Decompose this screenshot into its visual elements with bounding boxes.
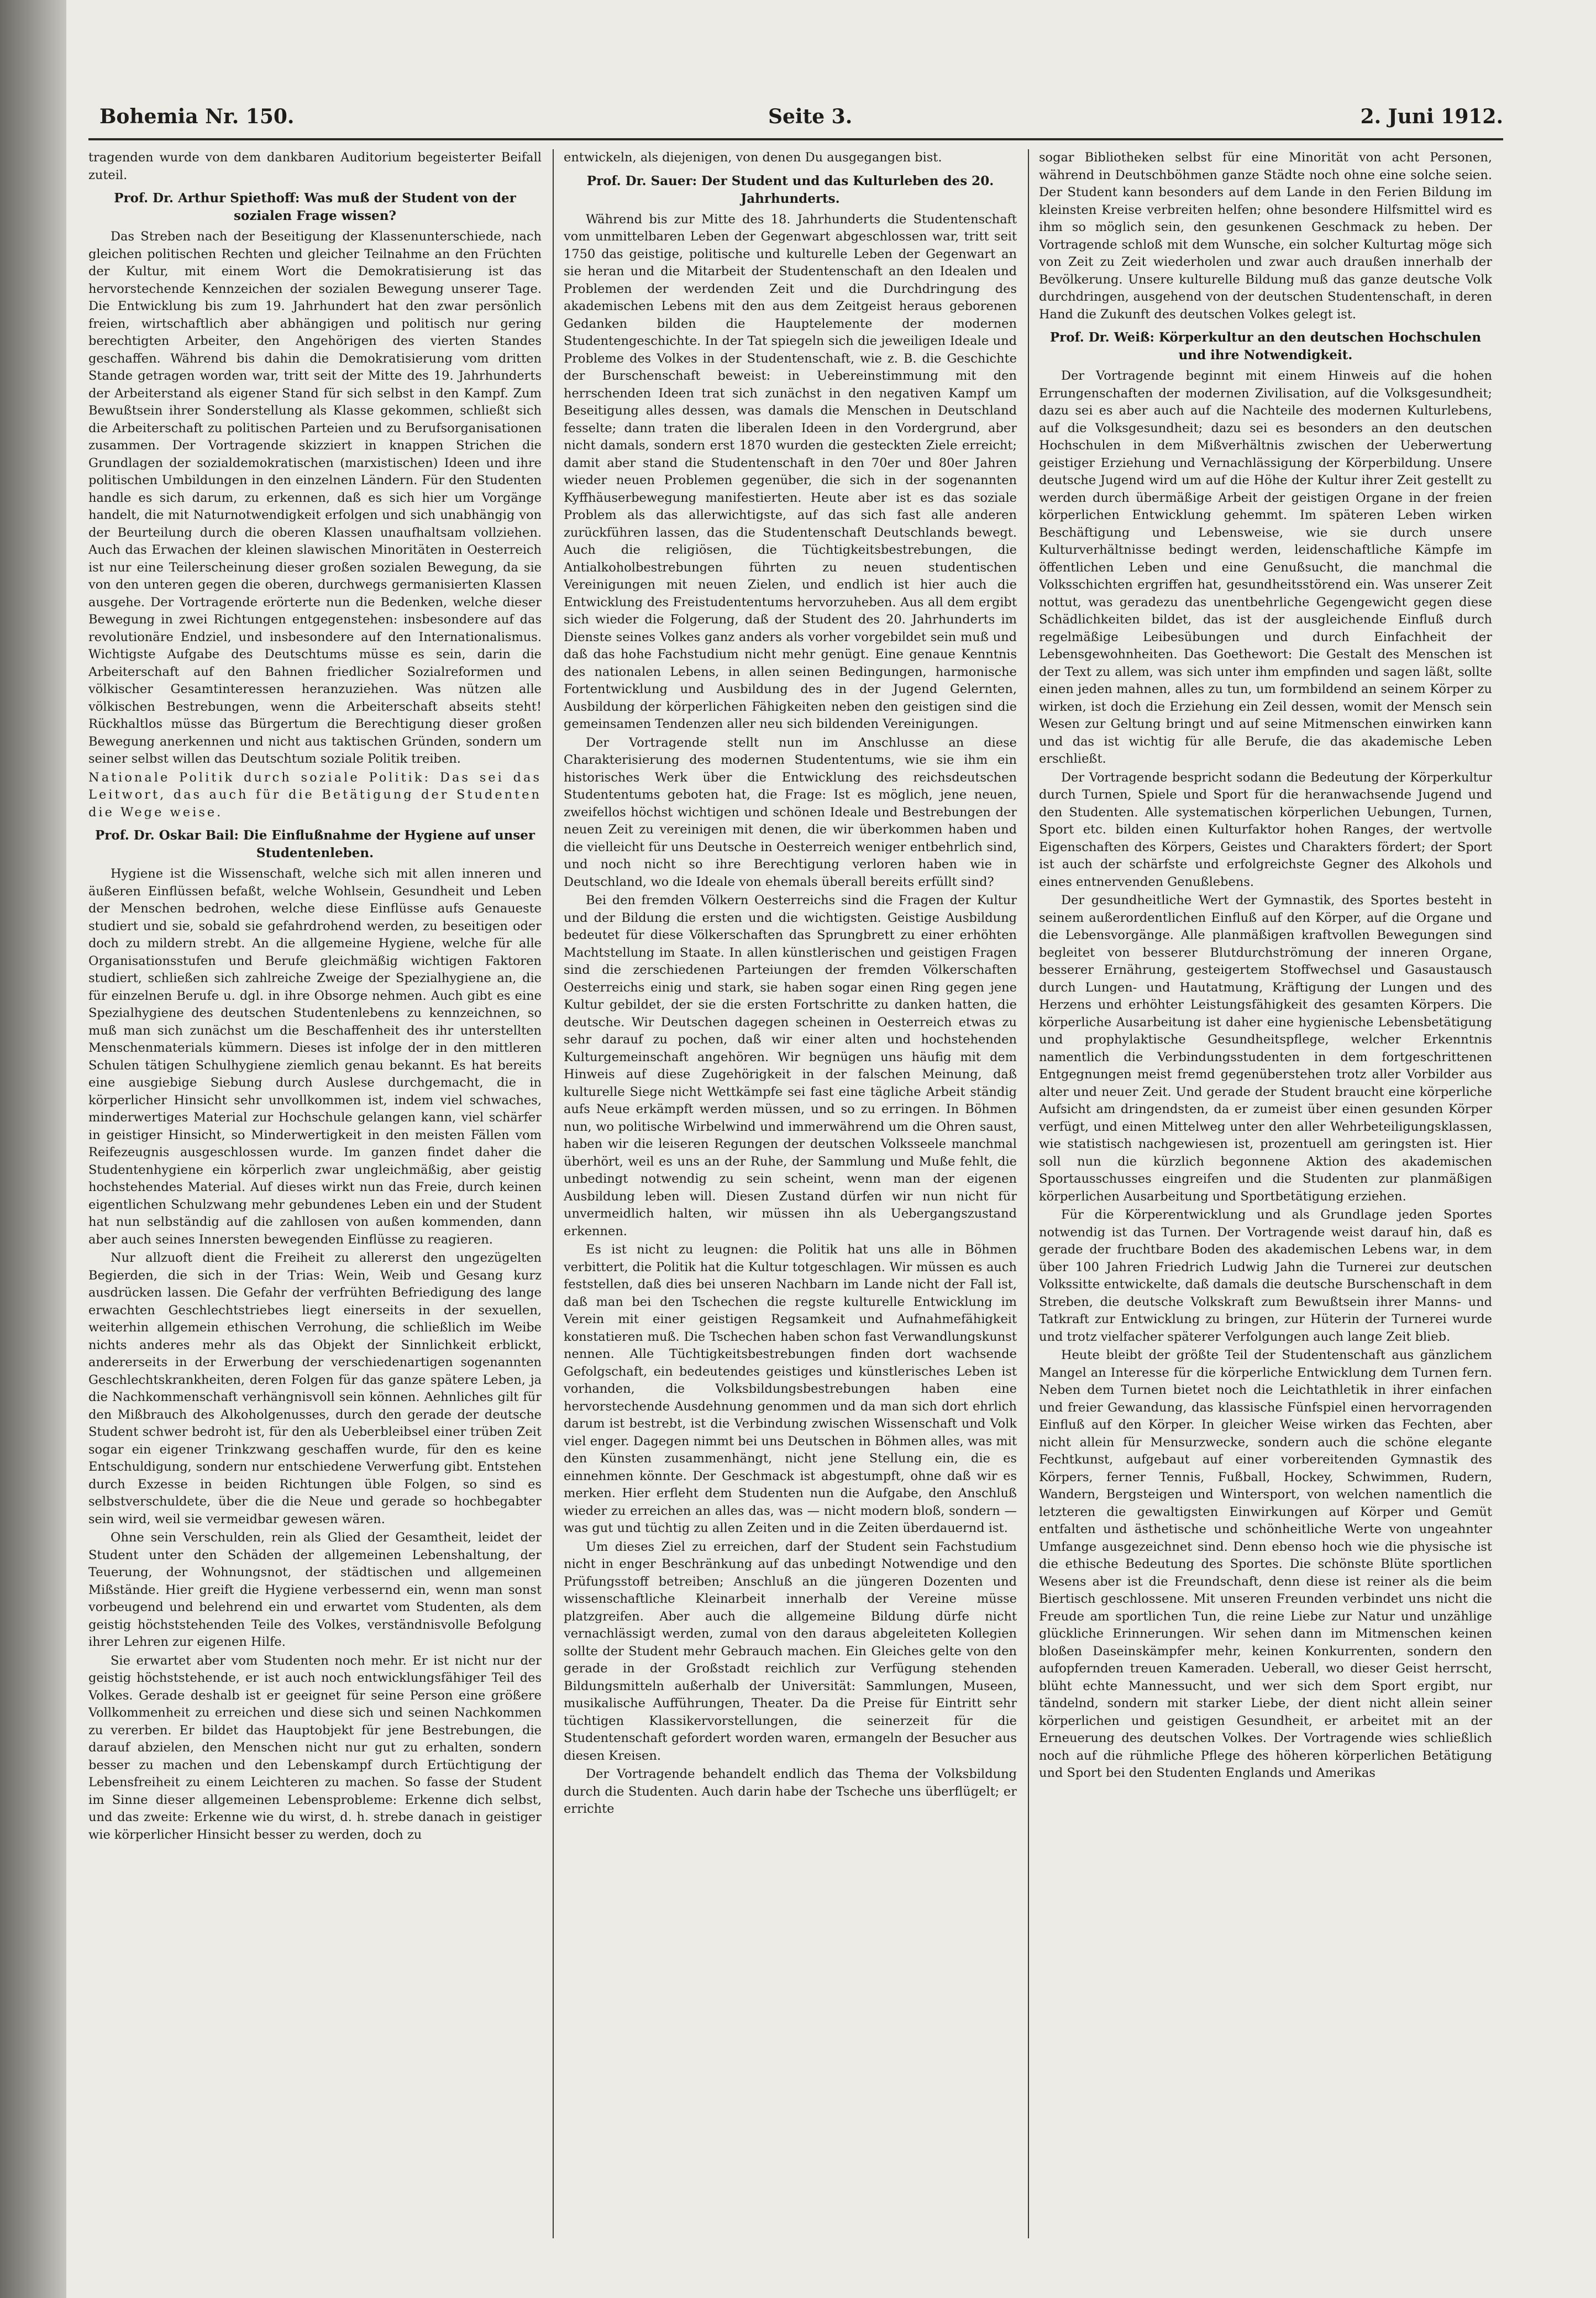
column-divider	[553, 149, 554, 2238]
paragraph: Bei den fremden Völkern Oesterreichs sind die Fragen der Kultur und der Bildung die ersten und die wichtigsten. Geistige Ausbildung bedeutet für diese Völkerschaften das Sprungbrett zu einer erhöhten Machtstellung im Staate. In allen künstlerischen und geistigen Fragen sind die zerschiedenen Parteiungen der fremden Völkerschaften Oesterreichs einig und stark, sie haben sogar einen Ring gegen jene Kultur gebildet, der sie die ersten Fortschritte zu danken hatten, die deutsche. Wir Deutschen dagegen scheinen in Oesterreich etwas zu sehr darauf zu pochen, daß wir einer alten und hochstehenden Kulturgemeinschaft angehören. Wir begnügen uns häufig mit dem Hinweis auf diese Zugehörigkeit in der falschen Meinung, daß kulturelle Siege nicht Wettkämpfe sei fast eine tägliche Arbeit ständig aufs Neue erkämpft werden müssen, und so zu erringen. In Böhmen nun, wo politische Wirbelwind und immerwährend um die Ohren saust, haben wir die leiseren Regungen der deutschen Volksseele manchmal überhört, weil es uns an der Ruhe, der Sammlung und Muße fehlt, die unbedingt notwendig zu sein scheint, wenn man der eigenen Ausbildung leben will. Diesen Zustand dürfen wir nun nicht für unvermeidlich halten, wir müssen ihn als Uebergangszustand erkennen.	[564, 893, 1017, 1239]
paragraph: Das Streben nach der Beseitigung der Klassenunterschiede, nach gleichen politischen Rechten und gleicher Teilnahme an den Früchten der Kultur, mit einem Wort die Demokratisierung ist das hervorstechende Kennzeichen der sozialen Bewegung unserer Tage. Die Entwicklung bis zum 19. Jahrhundert hat den zwar persönlich freien, wirtschaftlich aber abhängigen und politisch nur gering berechtigten Arbeiter, den Angehörigen des vierten Standes geschaffen. Während bis dahin die Demokratisierung vom dritten Stande getragen worden war, tritt seit der Mitte des 19. Jahrhunderts der Arbeiterstand als eigener Stand für sich selbst in den Kampf. Zum Bewußtsein ihrer Sonderstellung als Klasse gekommen, schließt sich die Arbeiterschaft zu politischen Parteien und zu Berufsorganisationen zusammen. Der Vortragende skizziert in knappen Strichen die Grundlagen der sozialdemokratischen (marxistischen) Ideen und ihre politischen Umbildungen in den einzelnen Ländern. Für den Studenten handle es sich darum, zu erkennen, daß es sich hier um Vorgänge handelt, die mit Naturnotwendigkeit erfolgen und sich unabhängig von der Beurteilung durch die oberen Klassen unaufhaltsam vollziehen. Auch das Erwachen der kleinen slawischen Minoritäten in Oesterreich ist nur eine Teilerscheinung dieser großen sozialen Bewegung, da sie von den unteren gegen die oberen, durchwegs germanisierten Klassen ausgehe. Der Vortragende erörterte nun die Bedenken, welche dieser Bewegung in zwei Richtungen entgegenstehen: insbesondere auf das revolutionäre Endziel, und insbesondere auf den Internationalismus. Wichtigste Aufgabe des Deutschtums müsse es sein, darin die Arbeiterschaft auf den Bahnen friedlicher Sozialreformen und völkischer Gesamtinteressen heranzuziehen. Was nützen alle völkischen Bestrebungen, wenn die Arbeiterschaft abseits steht! Rückhaltlos müsse das Bürgertum die Berechtigung dieser großen Bewegung anerkennen und nicht aus taktischen Gründen, sondern um seiner selbst willen das Deutschtum soziale Politik treiben.	[88, 229, 542, 766]
paragraph: Heute bleibt der größte Teil der Studentenschaft aus gänzlichem Mangel an Interesse für die körperliche Entwicklung dem Turnen fern. Neben dem Turnen bietet noch die Leichtathletik in ihrer einfachen und freier Gewandung, das klassische Fünfspiel einen hervorragenden Einfluß auf den Körper. In gleicher Weise wirken das Fechten, aber nicht allein für Mensurzwecke, sondern auch die schöne elegante Fechtkunst, aufgebaut auf einer vorbereitenden Gymnastik des Körpers, ferner Tennis, Fußball, Hockey, Schwimmen, Rudern, Wandern, Bergsteigen und Wintersport, von welchen namentlich die letzteren die gewaltigsten Einwirkungen auf Körper und Gemüt entfalten und ästhetische und schönheitliche Werte von ungeahnter Umfange ausgezeichnet sind. Denn ebenso hoch wie die physische ist die ethische Bedeutung des Sportes. Die schönste Blüte sportlichen Wesens aber ist die Freundschaft, denn diese ist reiner als die beim Biertisch geschlossene. Mit unseren Freunden verbindet uns nicht die Freude am sportlichen Tun, die reine Liebe zur Natur und unzählige glückliche Erinnerungen. Wir sehen dann im Mitmenschen keinen bloßen Daseinskämpfer mehr, keinen Konkurrenten, sondern den aufopfernden treuen Kameraden. Ueberall, wo dieser Geist herrscht, blüht echte Mannessucht, und wer sich dem Sport ergibt, nur tändelnd, sondern mit starker Liebe, der dient nicht allein seiner körperlichen und geistigen Gesundheit, er arbeitet mit an der Erneuerung des deutschen Volkes. Der Vortragende wies schließlich noch auf die rühmliche Pflege des höheren körperlichen Betätigung und Sport bei den Studenten Englands und Amerikas	[1039, 1348, 1492, 1780]
paragraph: Der Vortragende stellt nun im Anschlusse an diese Charakterisierung des modernen Studententums, wie sie ihm ein historisches Werk über die Entwicklung des reichsdeutschen Studententums geboten hat, die Frage: Ist es möglich, jene neuen, zweifellos höchst wichtigen und schönen Ideale und Bestrebungen der neuen Zeit zu vereinigen mit denen, die wir überkommen haben und die vielleicht für uns Deutsche in Oesterreich weniger entbehrlich sind, und noch nicht so ihre Berechtigung verloren haben wie in Deutschland, wo die Ideale von ehemals überall bereits erfüllt sind?	[564, 735, 1017, 889]
paragraph: Der Vortragende behandelt endlich das Thema der Volksbildung durch die Studenten. Auch darin habe der Tscheche uns überflügelt; er errichte	[564, 1767, 1017, 1816]
column-2	[564, 149, 1017, 2238]
paragraph: Der Vortragende beginnt mit einem Hinweis auf die hohen Errungenschaften der modernen Zivilisation, auf die Volksgesundheit; dazu sei es aber auch auf die Nachteile des modernen Kulturlebens, auf die Volksgesundheit; dazu sei es besonders an den deutschen Hochschulen in dem Mißverhältnis zwischen der Ueberwertung geistiger Erziehung und Vernachlässigung der Körperbildung. Unsere deutsche Jugend wird um auf die Höhe der Kultur ihrer Zeit gestellt zu werden durch übermäßige Arbeit der geistigen Organe in der freien körperlichen Entwicklung gehemmt. Im späteren Leben wirken Beschäftigung und Lebensweise, wie sie durch unsere Kulturverhältnisse bedingt werden, leidenschaftliche Kämpfe im öffentlichen Leben und eine Genußsucht, die manchmal die Volksschichten ergriffen hat, gesundheitsstörend ein. Was unserer Zeit nottut, was geradezu das unentbehrliche Gegengewicht gegen diese Schädlichkeiten bildet, das ist der ausgleichende Einfluß durch regelmäßige Leibesübungen und durch Einfachheit der Lebensgewohnheiten. Das Goethewort: Die Gestalt des Menschen ist der Text zu allem, was sich unter ihm empfinden und sagen läßt, sollte einen jeden mahnen, alles zu tun, um formbildend an seinem Körper zu wirken, ist doch die Erziehung ein Zeil dessen, womit der Mensch sein Wesen zur Geltung bringt und auf seine Mitmenschen einwirken kann und das ist wichtig für alle Berufe, die das akademische Leben erschließt.	[1039, 369, 1492, 766]
article-heading: Prof. Dr. Weiß: Körperkultur an den deutschen Hochschulen und ihre Notwendigkeit.	[1049, 330, 1482, 363]
column-divider	[1028, 149, 1029, 2238]
column-3	[1039, 149, 1492, 2238]
paragraph: Für die Körperentwicklung und als Grundlage jeden Sportes notwendig ist das Turnen. Der Vortragende weist darauf hin, daß es gerade der fruchtbare Boden des akademischen Lebens war, in dem über 100 Jahren Friedrich Ludwig Jahn die Turnerei zur deutschen Volkssitte entwickelte, daß damals die deutsche Burschenschaft in dem Streben, die deutsche Volkskraft zum Bewußtsein ihrer Manns- und Tatkraft zur Entwicklung zu bringen, zur Hüterin der Turnerei wurde und trotz vielfacher späterer Verfolgungen auch lange Zeit blieb.	[1039, 1208, 1492, 1344]
paragraph: Nationale Politik durch soziale Politik: Das sei das Leitwort, das auch für die Betätigung der Studenten die Wege weise.	[88, 770, 542, 820]
article-heading: Prof. Dr. Oskar Bail: Die Einflußnahme der Hygiene auf unser Studentenleben.	[95, 828, 536, 861]
paragraph: Während bis zur Mitte des 18. Jahrhunderts die Studentenschaft vom unmittelbaren Leben der Gegenwart abgeschlossen war, tritt seit 1750 das geistige, politische und kulturelle Leben der Gegenwart an sie heran und die Mitarbeit der Studentenschaft an den Idealen und Problemen der werdenden Zeit und die Durchdringung des akademischen Lebens mit den aus dem Zeitgeist heraus geborenen Gedanken bilden die Hauptelemente der modernen Studentengeschichte. In der Tat spiegeln sich die jeweiligen Ideale und Probleme des Volkes in der Studentenschaft, wie z. B. die Geschichte der Burschenschaft beweist: in Uebereinstimmung mit den herrschenden Ideen trat sich zunächst in den negativen Kampf um Beseitigung alles dessen, was damals die Menschen in Deutschland fesselte; dann traten die liberalen Ideen in den Vordergrund, aber nicht damals, sondern erst 1870 wurden die gesteckten Ziele erreicht; damit aber stand die Studentenschaft in den 70er und 80er Jahren wieder neuen Problemen gegenüber, die sich in der sogenannten Kyffhäuserbewegung manifestierten. Heute aber ist es das soziale Problem als das allerwichtigste, auf das sich fast alle anderen zurückführen lassen, das die Studentenschaft Deutschlands bewegt. Auch die religiösen, die Tüchtigkeitsbestrebungen, die Antialkoholbestrebungen führten zu neuen studentischen Vereinigungen mit neuen Zielen, und endlich ist hier auch die Entwicklung des Freistudententums hervorzuheben. Aus all dem ergibt sich wieder die Folgerung, daß der Student des 20. Jahrhunderts im Dienste seines Volkes ganz anders als vorher vorgebildet sein muß und daß das hohe Fachstudium nicht mehr genügt. Eine genaue Kenntnis des nationalen Lebens, in allen seinen Bedingungen, harmonische Fortentwicklung und Ausbildung des in der Jugend Gelernten, Ausbildung der körperlichen Fähigkeiten neben den geistigen sind die gemeinsamen Tendenzen aller neu sich bildenden Vereinigungen.	[564, 212, 1017, 731]
paragraph: Nur allzuoft dient die Freiheit zu allererst den ungezügelten Begierden, die sich in der Trias: Wein, Weib und Gesang kurz ausdrücken lassen. Die Gefahr der verfrühten Befriedigung des lange erwachten Geschlechtstriebes liegt einerseits in der sexuellen, weiterhin allgemein ethischen Verrohung, die schließlich im Weibe nichts anderes mehr als das Objekt der Sinnlichkeit erblickt, andererseits in der Erwerbung der verschiedenartigen sogenannten Geschlechtskrankheiten, deren Folgen für das ganze spätere Leben, ja die Nachkommenschaft verhängnisvoll sein können. Aehnliches gilt für den Mißbrauch des Alkoholgenusses, durch den gerade der deutsche Student schwer bedroht ist, für den als Ueberbleibsel einer trüben Zeit sogar ein eigener Trinkzwang geschaffen wurde, für den es keine Entschuldigung, sondern nur entschiedene Verwerfung gibt. Entstehen durch Exzesse in beiden Richtungen üble Folgen, so sind es selbstverschuldete, über die die Neue und gerade so hochbegabter sein wird, weil sie vermeidbar gewesen wären.	[88, 1251, 542, 1526]
paragraph: Um dieses Ziel zu erreichen, darf der Student sein Fachstudium nicht in enger Beschränkung auf das unbedingt Notwendige und den Prüfungsstoff betreiben; Anschluß an die jüngeren Dozenten und wissenschaftliche Kleinarbeit innerhalb der Vereine müsse platzgreifen. Aber auch die allgemeine Bildung dürfe nicht vernachlässigt werden, zumal von den daraus abgeleiteten Kollegien sollte der Student mehr Gebrauch machen. Ein Gleiches gelte von den gerade in der Großstadt reichlich zur Verfügung stehenden Bildungsmitteln außerhalb der Universität: Sammlungen, Museen, musikalische Aufführungen, Theater. Da die Preise für Eintritt sehr tüchtigen Klassikervorstellungen, die seinerzeit für die Studentenschaft gefordert worden waren, ermangeln der Besucher aus diesen Kreisen.	[564, 1539, 1017, 1763]
paragraph: Es ist nicht zu leugnen: die Politik hat uns alle in Böhmen verbittert, die Politik hat die Kultur totgeschlagen. Wir müssen es auch feststellen, daß dies bei unseren Nachbarn im Lande nicht der Fall ist, daß man bei den Tschechen die regste kulturelle Entwicklung im Verein mit einer geistigen Regsamkeit und Aufnahmefähigkeit konstatieren muß. Die Tschechen haben schon fast Verwandlungskunst nennen. Alle Tüchtigkeitsbestrebungen finden dort wachsende Gefolgschaft, ein bedeutendes geistiges und künstlerisches Leben ist vorhanden, die Volksbildungsbestrebungen haben eine hervorstechende Ausdehnung genommen und da man sich dort ehrlich darum ist bestrebt, ist die Verbindung zwischen Wissenschaft und Volk viel enger. Dagegen nimmt bei uns Deutschen in Böhmen alles, was mit den Künsten zusammenhängt, nicht jene Stellung ein, die es einnehmen könnte. Der Geschmack ist abgestumpft, ohne daß wir es merken. Hier erfleht dem Studenten nun die Aufgabe, den Anschluß wieder zu erreichen an alles das, was — nicht modern bloß, sondern — was gut und tüchtig zu allen Zeiten und in die Zeiten überdauernd ist.	[564, 1242, 1017, 1535]
masthead	[88, 99, 1503, 138]
paragraph: Ohne sein Verschulden, rein als Glied der Gesamtheit, leidet der Student unter den Schäden der allgemeinen Lebenshaltung, der Teuerung, der Wohnungsnot, der städtischen und allgemeinen Mißstände. Hier greift die Hygiene verbessernd ein, wenn man sonst vorbeugend und belehrend ein und erwartet vom Studenten, als dem geistig höchststehenden Teile des Volkes, verständnisvolle Befolgung ihrer Lehren zur eigenen Hilfe.	[88, 1530, 542, 1649]
paragraph: Sie erwartet aber vom Studenten noch mehr. Er ist nicht nur der geistig höchststehende, er ist auch noch entwicklungsfähiger Teil des Volkes. Gerade deshalb ist er geeignet für seine Person eine größere Vollkommenheit zu erreichen und diese sich und seinen Nachkommen zu vererben. Er bildet das Hauptobjekt für jene Bestrebungen, die darauf abzielen, den Menschen nicht nur gut zu erhalten, sondern besser zu machen und den Lebenskampf durch Ertüchtigung der Lebensfreiheit zu einem Leichteren zu machen. So fasse der Student im Sinne dieser allgemeinen Lebensprobleme: Erkenne dich selbst, und das zweite: Erkenne wie du wirst, d. h. strebe danach in geistiger wie körperlicher Hinsicht besser zu werden, doch zu	[88, 1653, 542, 1842]
masthead-rule	[88, 138, 1503, 140]
paragraph: Hygiene ist die Wissenschaft, welche sich mit allen inneren und äußeren Einflüssen befaßt, welche Wohlsein, Gesundheit und Leben der Menschen bedrohen, welche diese Einflüsse aufs Genaueste studiert und sie, sobald sie gefahrdrohend werden, zu beseitigen oder doch zu mildern strebt. An die allgemeine Hygiene, welche für alle Organisationsstufen und Berufe gleichmäßig wichtigen Faktoren studiert, schließen sich zahlreiche Zweige der Spezialhygiene an, die für einzelnen Berufe u. dgl. in ihre Obsorge nehmen. Auch gibt es eine Spezialhygiene des deutschen Studentenlebens zu kennzeichnen, so muß man sich zunächst um die Beschaffenheit des ihr unterstellten Menschenmaterials kümmern. Dieses ist infolge der in den mittleren Schulen tätigen Schulhygiene ziemlich genau bekannt. Es hat bereits eine ausgiebige Siebung durch Auslese durchgemacht, die in körperlicher Hinsicht sehr unvollkommen ist, indem viel schwaches, minderwertiges Material zur Hochschule gelangen kann, viel schärfer in geistiger Hinsicht, so Minderwertigkeit in den meisten Fällen vom Reifezeugnis ausgeschlossen wurde. Im ganzen findet daher die Studentenhygiene ein körperlich zwar ungleichmäßig, aber geistig hochstehendes Material. Auf dieses wirkt nun das Freie, durch keinen eigentlichen Schulzwang mehr gebundenes Leben ein und der Student hat nun selbständig auf die zahllosen von außen kommenden, dann aber auch seines Innersten bewegenden Einflüsse zu reagieren.	[88, 867, 542, 1247]
paragraph: tragenden wurde von dem dankbaren Auditorium begeisterter Beifall zuteil.	[88, 150, 542, 182]
page-number: Seite 3.	[768, 105, 853, 128]
article-heading: Prof. Dr. Sauer: Der Student und das Kulturleben des 20. Jahrhunderts.	[586, 173, 994, 206]
book-binding-shadow	[0, 0, 66, 2298]
masthead-date: 2. Juni 1912.	[1360, 105, 1503, 128]
paragraph: sogar Bibliotheken selbst für eine Minorität von acht Personen, während in Deutschböhmen ganze Städte noch ohne eine solche seien. Der Student kann besonders auf dem Lande in den Ferien Bildung im kleinsten Kreise verbreiten helfen; ohne besondere Hilfsmittel wird es ihm so möglich sein, den gesunkenen Geschmack zu heben. Der Vortragende schloß mit dem Wunsche, ein solcher Kulturtag möge sich von Zeit zu Zeit wiederholen und zwar auch draußen innerhalb der Bevölkerung. Unsere kulturelle Bildung muß das ganze deutsche Volk durchdringen, ausgehend von der deutschen Studentenschaft, in deren Hand die Zukunft des deutschen Volkes gelegt ist.	[1039, 150, 1492, 322]
paragraph: entwickeln, als diejenigen, von denen Du ausgegangen bist.	[564, 150, 942, 165]
article-heading: Prof. Dr. Arthur Spiethoff: Was muß der Student von der sozialen Frage wissen?	[114, 191, 516, 223]
paragraph: Der gesundheitliche Wert der Gymnastik, des Sportes besteht in seinem außerordentlichen Einfluß auf den Körper, auf die Organe und die Lebensvorgänge. Alle planmäßigen kraftvollen Bewegungen sind begleitet von besserer Blutdurchströmung der inneren Organe, besserer Ernährung, gesteigertem Stoffwechsel und Gasaustausch durch Lungen- und Hautatmung, Kräftigung der Lungen und des Herzens und erhöhter Leistungsfähigkeit des gesamten Körpers. Die körperliche Ausarbeitung ist daher eine hygienische Lebensbetätigung und prophylaktische Gesundheitspflege, welcher Erkenntnis namentlich die Verbindungsstudenten in dem fortgeschrittenen Entgegnungen meist fremd gegenüberstehen trotz aller Vorbilder aus alter und neuer Zeit. Und gerade der Student braucht eine körperliche Aufsicht am dringendsten, da er zumeist über einen gesunden Körper verfügt, und einen Mittelweg unter den aller Wehrbeteiligungsklassen, wie statistisch nachgewiesen ist, prozentuell am geringsten ist. Hier soll nun die kürzlich begonnene Aktion des akademischen Sportausschusses eingreifen und die Studenten zur planmäßigen körperlichen Ausarbeitung und Sportbetätigung erziehen.	[1039, 893, 1492, 1204]
masthead-title: Bohemia Nr. 150.	[99, 105, 295, 128]
column-1	[88, 149, 542, 2238]
newspaper-page	[88, 99, 1503, 2244]
paragraph: Der Vortragende bespricht sodann die Bedeutung der Körperkultur durch Turnen, Spiele und Sport für die heranwachsende Jugend und den Studenten. Alle systematischen körperlichen Uebungen, Turnen, Sport etc. bilden einen Kulturfaktor hohen Ranges, der wertvolle Eigenschaften des Körpers, Geistes und Charakters fördert; der Sport ist auch der schärfste und erfolgreichste Gegner des Alkohols und eines entnervenden Genußlebens.	[1039, 770, 1492, 889]
